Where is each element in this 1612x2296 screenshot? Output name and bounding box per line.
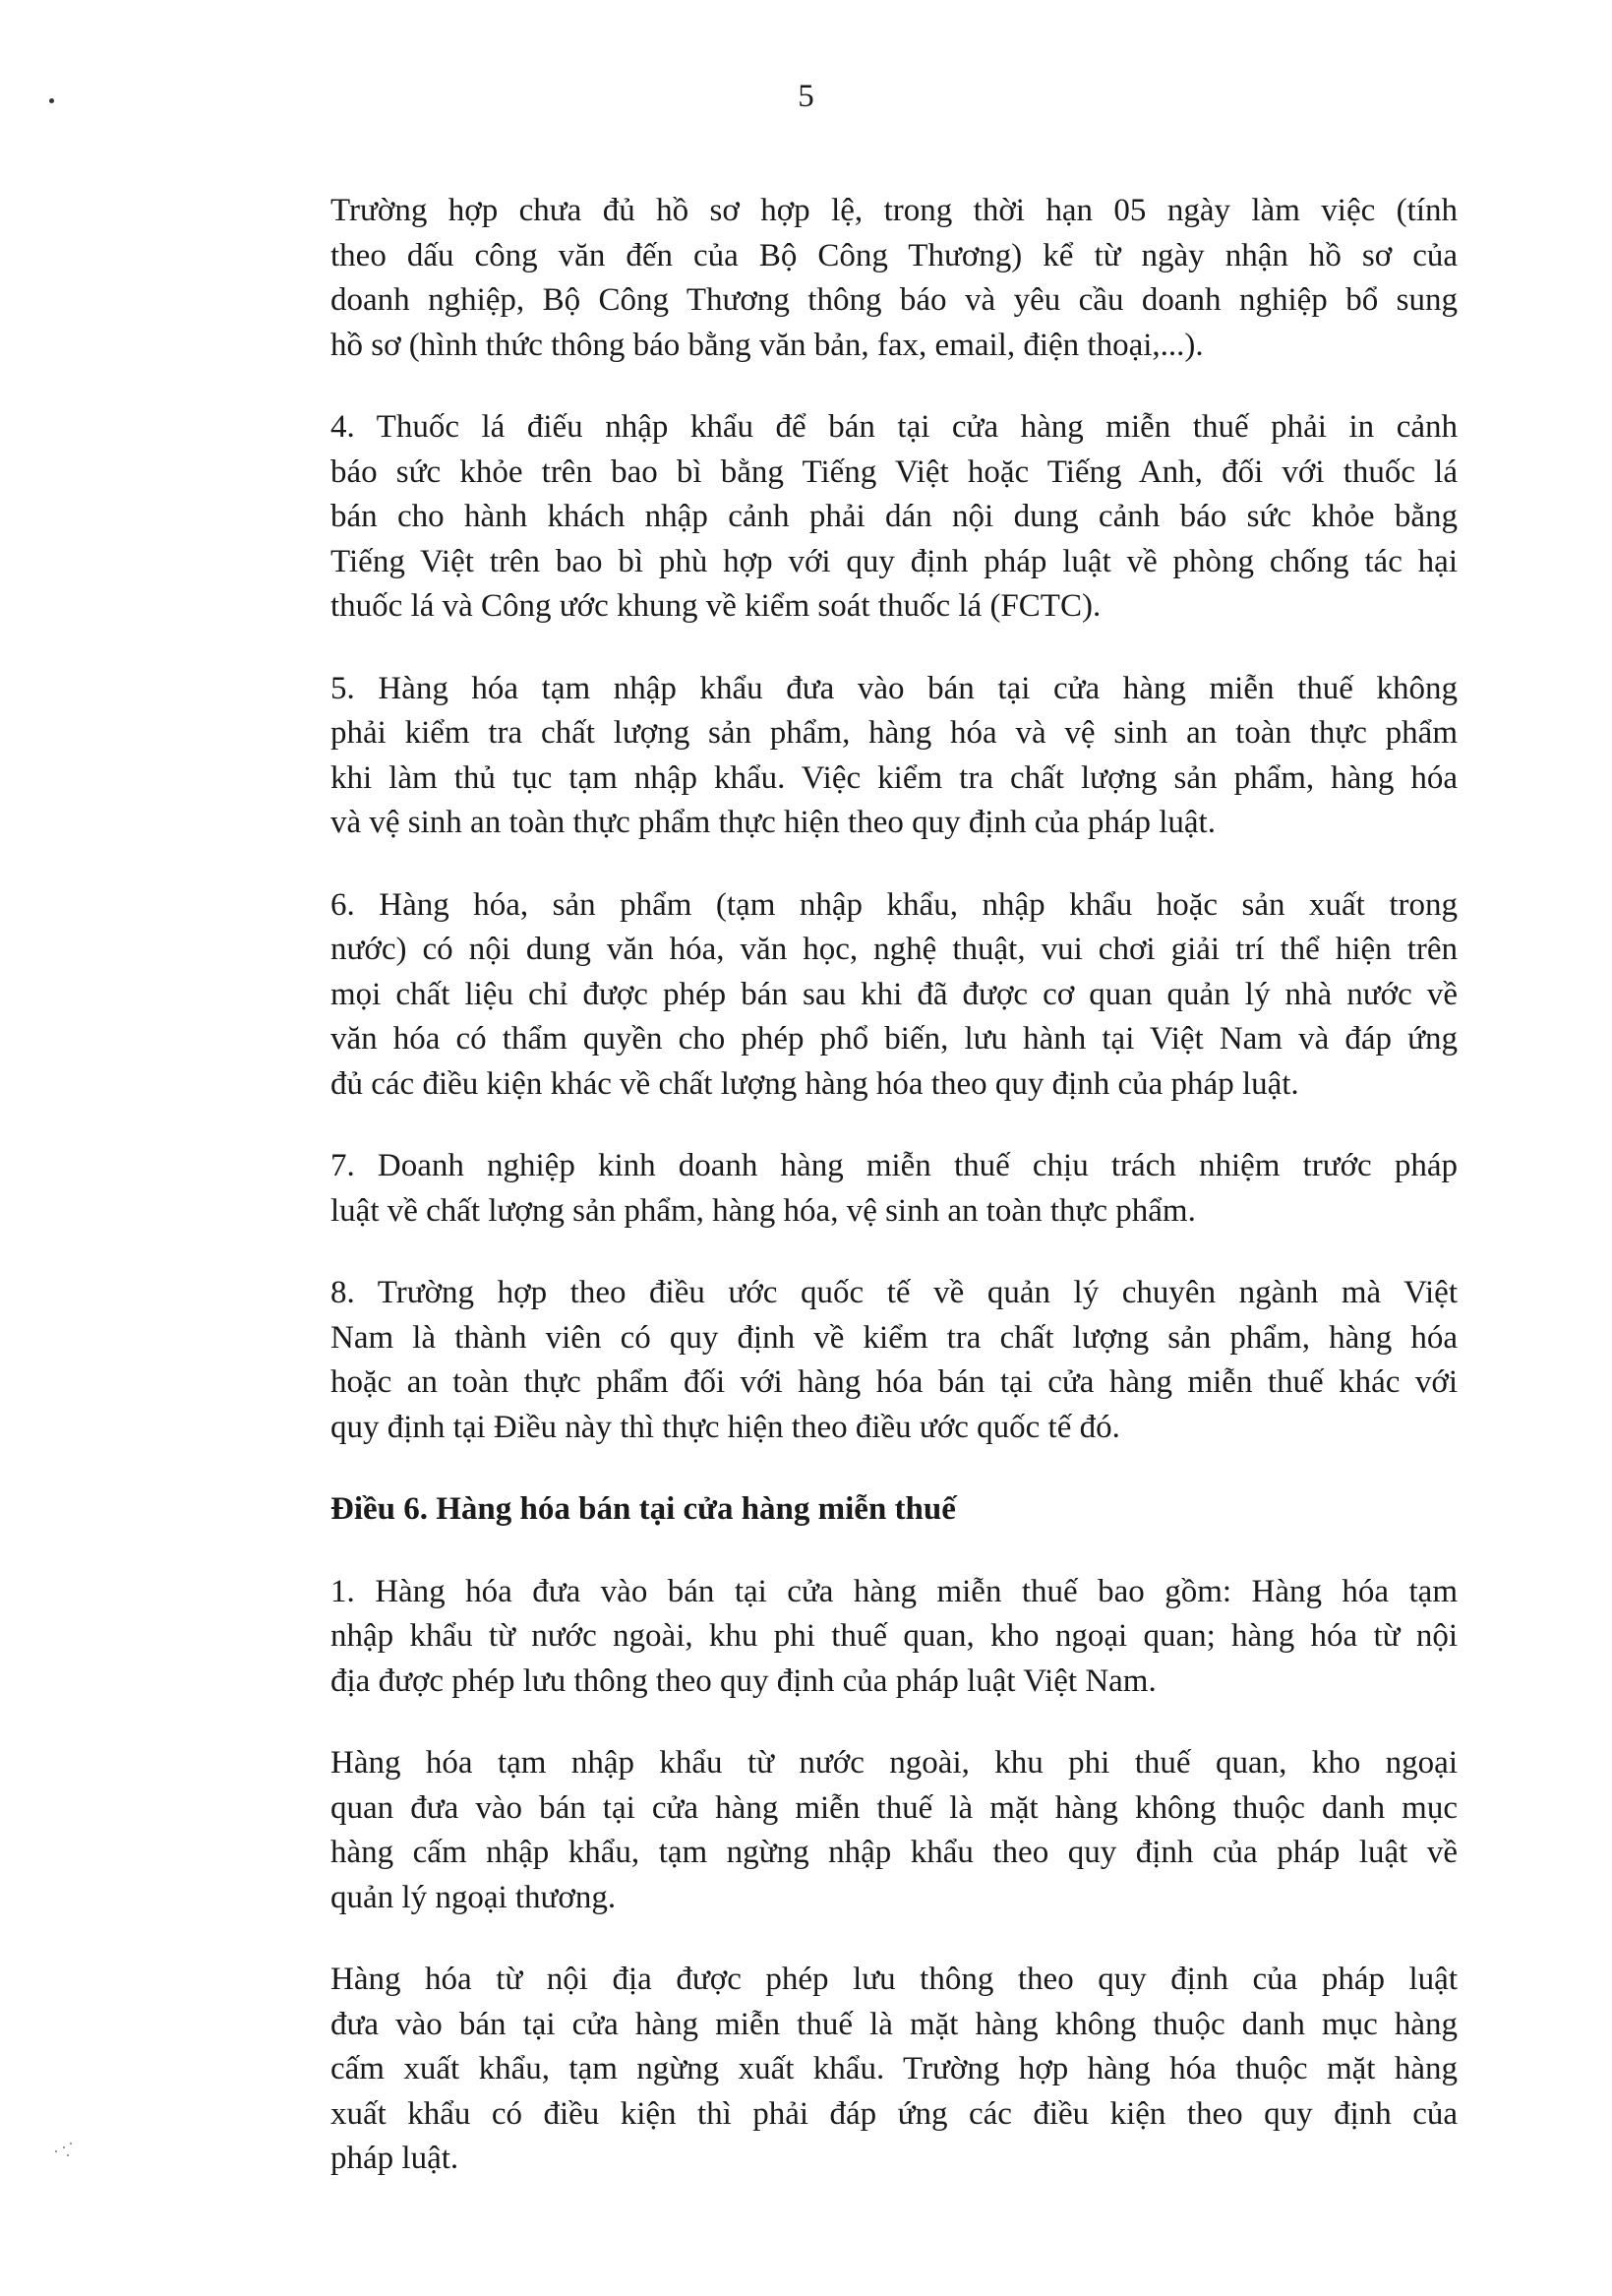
- paragraph: [330, 405, 1458, 630]
- paragraph-line: Trường hợp chưa đủ hồ sơ hợp lệ, trong thời hạn 05 ngày làm việc (tính: [330, 193, 1458, 228]
- paragraph-line: 7. Doanh nghiệp kinh doanh hàng miễn thuế chịu trách nhiệm trước pháp: [330, 1148, 1458, 1183]
- paragraph-line: pháp luật.: [330, 2141, 459, 2176]
- article-heading: Điều 6. Hàng hóa bán tại cửa hàng miễn thuế: [330, 1491, 956, 1527]
- paragraph-line: 1. Hàng hóa đưa vào bán tại cửa hàng miễn thuế bao gồm: Hàng hóa tạm: [330, 1573, 1458, 1609]
- paragraph-line: Hàng hóa tạm nhập khẩu từ nước ngoài, khu phi thuế quan, kho ngoại: [330, 1745, 1458, 1781]
- paragraph: [330, 189, 1458, 368]
- paragraph: [330, 1741, 1458, 1920]
- paragraph: [330, 1570, 1458, 1705]
- paragraph-line: khi làm thủ tục tạm nhập khẩu. Việc kiểm tra chất lượng sản phẩm, hàng hóa: [330, 759, 1458, 796]
- paragraph-line: quan đưa vào bán tại cửa hàng miễn thuế là mặt hàng không thuộc danh mục: [330, 1789, 1458, 1826]
- paragraph-line: mọi chất liệu chỉ được phép bán sau khi đã được cơ quan quản lý nhà nước về: [330, 976, 1458, 1012]
- paragraph-line: văn hóa có thẩm quyền cho phép phổ biến, lưu hành tại Việt Nam và đáp ứng: [330, 1021, 1458, 1057]
- paragraph-line: hoặc an toàn thực phẩm đối với hàng hóa bán tại cửa hàng miễn thuế khác với: [330, 1364, 1458, 1400]
- paragraph-line: nhập khẩu từ nước ngoài, khu phi thuế quan, kho ngoại quan; hàng hóa từ nội: [330, 1618, 1458, 1654]
- paragraph-line: luật về chất lượng sản phẩm, hàng hóa, vệ sinh an toàn thực phẩm.: [330, 1192, 1196, 1229]
- paragraph-line: phải kiểm tra chất lượng sản phẩm, hàng hóa và vệ sinh an toàn thực phẩm: [330, 715, 1458, 751]
- paragraph-line: đủ các điều kiện khác về chất lượng hàng hóa theo quy định của pháp luật.: [330, 1065, 1299, 1102]
- paragraph-line: đưa vào bán tại cửa hàng miễn thuế là mặt hàng không thuộc danh mục hàng: [330, 2006, 1458, 2042]
- paragraph-line: thuốc lá và Công ước khung về kiểm soát thuốc lá (FCTC).: [330, 588, 1102, 624]
- paragraph-line: Hàng hóa từ nội địa được phép lưu thông theo quy định của pháp luật: [330, 1962, 1458, 1997]
- paragraph-line: cấm xuất khẩu, tạm ngừng xuất khẩu. Trường hợp hàng hóa thuộc mặt hàng: [330, 2051, 1458, 2086]
- paragraph-line: báo sức khỏe trên bao bì bằng Tiếng Việt hoặc Tiếng Anh, đối với thuốc lá: [330, 453, 1458, 490]
- paragraph-line: quản lý ngoại thương.: [330, 1879, 617, 1915]
- paragraph-line: 5. Hàng hóa tạm nhập khẩu đưa vào bán tại cửa hàng miễn thuế không: [330, 670, 1458, 706]
- paragraph-line: 4. Thuốc lá điếu nhập khẩu để bán tại cửa hàng miễn thuế phải in cảnh: [330, 409, 1458, 445]
- paragraph-line: doanh nghiệp, Bộ Công Thương thông báo và yêu cầu doanh nghiệp bổ sung: [330, 282, 1458, 318]
- paragraph: [330, 667, 1458, 846]
- paragraph-line: Nam là thành viên có quy định về kiểm tra chất lượng sản phẩm, hàng hóa: [330, 1319, 1458, 1356]
- paragraph-line: hàng cấm nhập khẩu, tạm ngừng nhập khẩu theo quy định của pháp luật về: [330, 1835, 1458, 1870]
- paragraph-line: 8. Trường hợp theo điều ước quốc tế về quản lý chuyên ngành mà Việt: [330, 1275, 1458, 1310]
- paragraph: [330, 883, 1458, 1108]
- paragraph-line: địa được phép lưu thông theo quy định của pháp luật Việt Nam.: [330, 1662, 1157, 1699]
- page-number: 5: [798, 79, 814, 114]
- paragraph-line: 6. Hàng hóa, sản phẩm (tạm nhập khẩu, nhập khẩu hoặc sản xuất trong: [330, 886, 1458, 923]
- paragraph-line: nước) có nội dung văn hóa, văn học, nghệ thuật, vui chơi giải trí thể hiện trên: [330, 932, 1458, 967]
- scan-artifact-specks: [55, 2143, 85, 2162]
- paragraph-line: bán cho hành khách nhập cảnh phải dán nội dung cảnh báo sức khỏe bằng: [330, 499, 1458, 534]
- paragraph-line: xuất khẩu có điều kiện thì phải đáp ứng các điều kiện theo quy định của: [330, 2095, 1458, 2132]
- document-body: [330, 189, 1458, 2219]
- paragraph-line: hồ sơ (hình thức thông báo bằng văn bản, fax, email, điện thoại,...).: [330, 327, 1204, 363]
- paragraph: [330, 1144, 1458, 1234]
- paragraph: [330, 1958, 1458, 2182]
- paragraph-group-before: [330, 189, 1458, 1450]
- paragraph-line: theo dấu công văn đến của Bộ Công Thương) kể từ ngày nhận hồ sơ của: [330, 237, 1458, 273]
- paragraph-line: Tiếng Việt trên bao bì phù hợp với quy định pháp luật về phòng chống tác hại: [330, 543, 1458, 579]
- paragraph-line: quy định tại Điều này thì thực hiện theo điều ước quốc tế đó.: [330, 1409, 1120, 1445]
- paragraph-group-after: [330, 1570, 1458, 2182]
- paragraph-line: và vệ sinh an toàn thực phẩm thực hiện theo quy định của pháp luật.: [330, 805, 1216, 840]
- paragraph: [330, 1271, 1458, 1450]
